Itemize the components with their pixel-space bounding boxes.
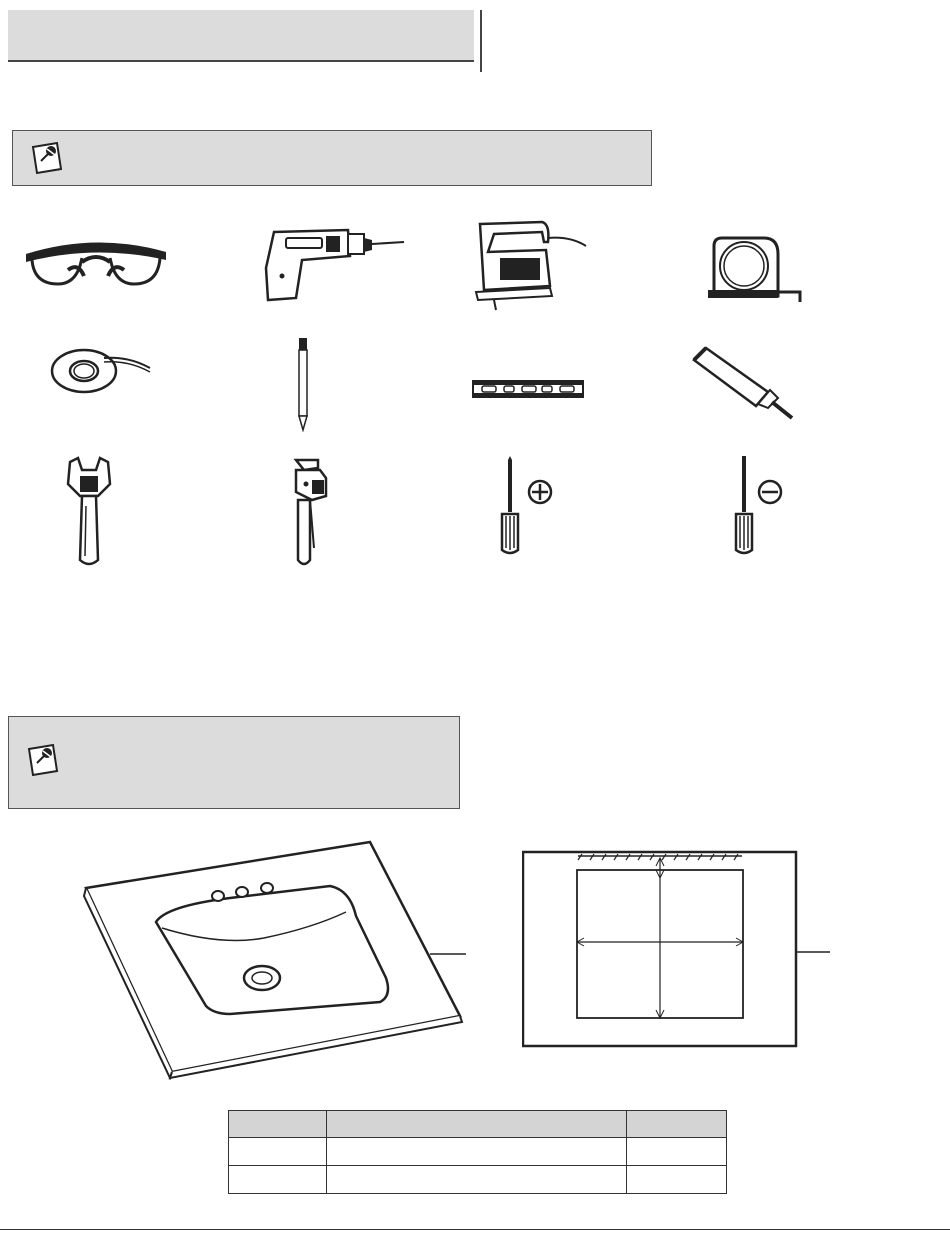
table-row — [229, 1166, 727, 1194]
table-cell — [327, 1166, 627, 1194]
tool-tape-measure — [706, 236, 810, 306]
tool-adjustable-wrench — [64, 456, 114, 568]
level-icon — [472, 380, 584, 398]
table-row — [229, 1138, 727, 1166]
pushpin-note-icon — [27, 139, 67, 177]
tool-level — [472, 380, 584, 398]
column-header — [627, 1111, 727, 1138]
tool-flathead-screwdriver — [730, 454, 788, 556]
tape-measure-icon — [706, 236, 810, 306]
tool-plumbers-tape — [50, 348, 154, 394]
parts-table — [228, 1110, 727, 1194]
pushpin-note-icon — [23, 741, 63, 779]
power-drill-icon — [262, 224, 408, 304]
tool-sealant-tube — [692, 346, 796, 420]
table-cell — [627, 1138, 727, 1166]
footer-divider — [0, 1229, 950, 1230]
column-header — [229, 1111, 327, 1138]
note-box-parts — [8, 716, 460, 809]
tool-phillips-screwdriver — [496, 454, 554, 556]
tool-jigsaw — [470, 218, 590, 312]
table-cell — [627, 1166, 727, 1194]
safety-glasses-icon — [22, 232, 170, 292]
pipe-wrench-icon — [286, 456, 332, 568]
flathead-screwdriver-icon — [730, 454, 788, 556]
adjustable-wrench-icon — [64, 456, 114, 568]
table-cell — [229, 1166, 327, 1194]
table-cell — [327, 1138, 627, 1166]
table-header-row — [229, 1111, 727, 1138]
note-box-tools — [12, 130, 652, 186]
pencil-icon — [296, 336, 310, 432]
plumbers-tape-icon — [50, 348, 154, 394]
tool-pipe-wrench — [286, 456, 332, 568]
table-cell — [229, 1138, 327, 1166]
tool-safety-glasses — [22, 232, 170, 292]
tool-power-drill — [262, 224, 408, 304]
vanity-top-sink-icon — [80, 836, 472, 1080]
jigsaw-icon — [470, 218, 590, 312]
section-header — [8, 10, 474, 62]
column-header — [327, 1111, 627, 1138]
tool-pencil — [296, 336, 310, 432]
sealant-tube-icon — [692, 346, 796, 420]
phillips-screwdriver-icon — [496, 454, 554, 556]
cutout-template-icon — [522, 850, 834, 1048]
